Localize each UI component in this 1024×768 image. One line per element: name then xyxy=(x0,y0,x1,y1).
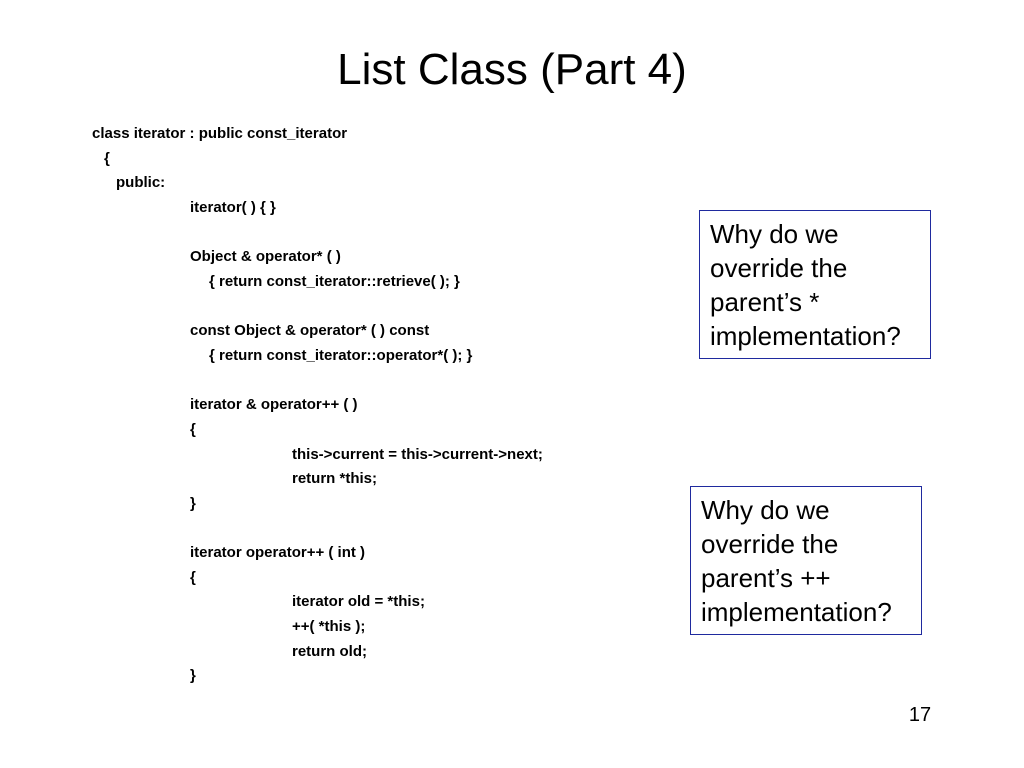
callout-line: implementation? xyxy=(701,597,892,627)
code-line: iterator & operator++ ( ) xyxy=(190,396,358,413)
code-line: Object & operator* ( ) xyxy=(190,248,341,265)
code-line: { return const_iterator::operator*( ); } xyxy=(209,347,473,364)
code-line: iterator( ) { } xyxy=(190,199,276,216)
code-line: { xyxy=(190,569,196,586)
callout-line: override the xyxy=(710,253,848,283)
code-line: this->current = this->current->next; xyxy=(292,446,543,463)
callout-line: Why do we xyxy=(710,219,839,249)
page-number: 17 xyxy=(908,704,932,726)
callout-line: parent’s * xyxy=(710,287,820,317)
callout-line: parent’s ++ xyxy=(701,563,831,593)
code-line: { return const_iterator::retrieve( ); } xyxy=(209,273,460,290)
code-line: public: xyxy=(116,174,166,191)
callout-line: implementation? xyxy=(710,321,901,351)
code-line: } xyxy=(190,495,196,512)
code-line: iterator operator++ ( int ) xyxy=(190,544,366,561)
code-line: ++( *this ); xyxy=(292,618,366,635)
code-line: { xyxy=(190,421,196,438)
code-line: { xyxy=(104,150,110,167)
code-line: } xyxy=(190,667,196,684)
callout-line: override the xyxy=(701,529,839,559)
slide-title: List Class (Part 4) xyxy=(337,45,687,94)
code-line: iterator old = *this; xyxy=(292,593,425,610)
code-line: return old; xyxy=(292,643,367,660)
code-line: class iterator : public const_iterator xyxy=(92,125,348,142)
code-line: return *this; xyxy=(292,470,378,487)
code-line: const Object & operator* ( ) const xyxy=(190,322,430,339)
callout-override-increment xyxy=(690,486,922,635)
callout-override-star xyxy=(699,210,931,359)
callout-line: Why do we xyxy=(701,495,830,525)
